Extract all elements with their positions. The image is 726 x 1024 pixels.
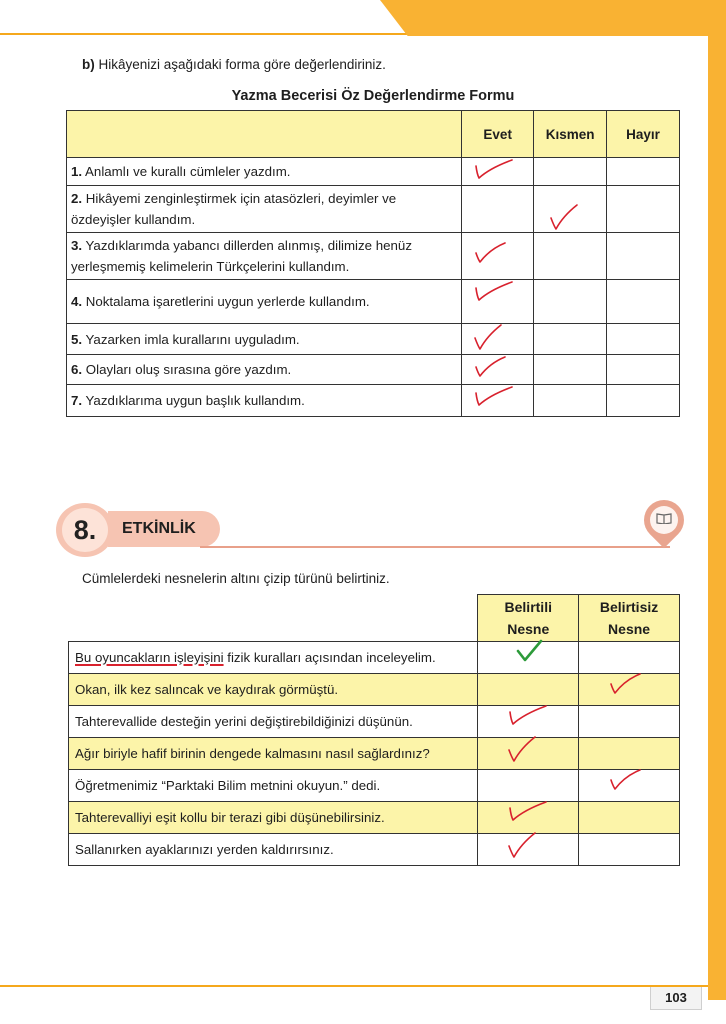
red-check-mark (472, 383, 516, 409)
top-corner-decoration (380, 0, 726, 36)
answer-cell[interactable] (534, 385, 607, 417)
answer-cell[interactable] (579, 802, 680, 834)
red-check-mark (506, 702, 550, 728)
statement-cell (67, 186, 462, 233)
col-hayir: Hayır (607, 111, 680, 158)
top-rule (0, 33, 410, 35)
answer-cell[interactable] (534, 158, 607, 186)
statement-text-cont: yerleşmemiş kelimelerin Türkçelerini kullandım. (71, 259, 350, 274)
statement-cell (67, 324, 462, 355)
red-check-mark (472, 278, 516, 304)
sentence-cell (69, 738, 478, 770)
answer-cell[interactable] (462, 385, 534, 417)
table-row (67, 233, 680, 280)
red-check-mark (472, 322, 504, 352)
sentence-cell (69, 770, 478, 802)
statement-text-cont: özdeyişler kullandım. (71, 212, 196, 227)
statement-text: Yazdıklarımda yabancı dillerden alınmış, dilimize henüz (82, 238, 412, 253)
statement-number: 1. (71, 164, 83, 179)
statement-text: Olayları oluş sırasına göre yazdım. (82, 362, 292, 377)
statement-number: 4. (71, 294, 83, 309)
statement-cell (67, 233, 462, 280)
answer-cell[interactable] (579, 738, 680, 770)
answer-cell[interactable] (478, 642, 579, 674)
activity-title: ETKİNLİK (108, 511, 220, 547)
answer-cell[interactable] (607, 324, 680, 355)
answer-cell[interactable] (462, 324, 534, 355)
col-belirtili (478, 595, 579, 642)
answer-cell[interactable] (534, 186, 607, 233)
answer-cell[interactable] (579, 674, 680, 706)
answer-cell[interactable] (579, 642, 680, 674)
statement-text: Noktalama işaretlerini uygun yerlerde kullandım. (82, 294, 370, 309)
header-blank (67, 111, 462, 158)
statement-text: Yazarken imla kurallarını uyguladım. (82, 331, 300, 347)
answer-cell[interactable] (579, 770, 680, 802)
table-row (69, 834, 680, 866)
table-row (69, 770, 680, 802)
statement-number: 2. (71, 191, 83, 206)
statement-cell (67, 385, 462, 417)
right-edge-bar (708, 0, 726, 1000)
statement-text: Anlamlı ve kurallı cümleler yazdım. (82, 164, 291, 179)
answer-cell[interactable] (462, 355, 534, 385)
answer-cell[interactable] (462, 233, 534, 280)
statement-number: 7. (71, 393, 83, 408)
col-belirtisiz-line2: Nesne (608, 621, 651, 637)
sentence-cell (69, 642, 478, 674)
book-icon (650, 506, 678, 534)
green-check-mark (514, 638, 544, 664)
sentence-text: Tahterevallide desteğin yerini değiştirebildiğinizi düşünün. (75, 714, 413, 729)
red-check-mark (506, 734, 538, 764)
part-b-text: Hikâyenizi aşağıdaki forma göre değerlendiriniz. (98, 57, 386, 72)
col-kismen: Kısmen (534, 111, 607, 158)
answer-cell[interactable] (607, 355, 680, 385)
answer-cell[interactable] (534, 324, 607, 355)
sentence-text: Öğretmenimiz “Parktaki Bilim metnini okuyun.” dedi. (75, 778, 381, 793)
table-row (67, 355, 680, 385)
answer-cell[interactable] (607, 385, 680, 417)
answer-cell[interactable] (579, 834, 680, 866)
sentence-text: fizik kuralları açısından inceleyelim. (223, 650, 436, 665)
table-row (69, 674, 680, 706)
table-row (67, 385, 680, 417)
table-row (69, 642, 680, 674)
table-row (69, 738, 680, 770)
sentence-text: Okan, ilk kez salıncak ve kaydırak görmüştü. (75, 682, 339, 697)
bottom-rule (0, 985, 708, 987)
answer-cell[interactable] (462, 280, 534, 324)
answer-cell[interactable] (478, 770, 579, 802)
table-row (67, 280, 680, 324)
red-check-mark (472, 239, 508, 265)
activity-instruction: Cümlelerdeki nesnelerin altını çizip türünü belirtiniz. (82, 571, 390, 586)
sentence-text: Sallanırken ayaklarınızı yerden kaldırırsınız. (75, 842, 334, 857)
table-row (67, 324, 680, 355)
red-check-mark (506, 798, 550, 824)
statement-number: 3. (71, 238, 83, 253)
answer-cell[interactable] (462, 186, 534, 233)
answer-cell[interactable] (607, 186, 680, 233)
table-row (69, 706, 680, 738)
answer-cell[interactable] (607, 233, 680, 280)
table-row (67, 158, 680, 186)
statement-number: 6. (71, 362, 83, 377)
col-belirtisiz (579, 595, 680, 642)
sentence-cell (69, 834, 478, 866)
col-belirtili-line1: Belirtili (504, 599, 552, 615)
statement-cell (67, 158, 462, 186)
table-row (69, 802, 680, 834)
answer-cell[interactable] (478, 738, 579, 770)
red-check-mark (548, 202, 580, 232)
answer-cell[interactable] (478, 834, 579, 866)
sentence-cell (69, 706, 478, 738)
sentence-cell (69, 674, 478, 706)
col-belirtisiz-line1: Belirtisiz (599, 599, 659, 615)
sentence-text: Tahterevalliyi eşit kollu bir terazi gibi düşünebilirsiniz. (75, 810, 385, 825)
answer-cell[interactable] (534, 233, 607, 280)
table-header-row (67, 111, 680, 158)
red-check-mark (472, 156, 516, 182)
sentence-cell (69, 802, 478, 834)
part-b-label: b) (82, 57, 95, 72)
statement-text: Hikâyemi zenginleştirmek için atasözleri, deyimler ve (82, 191, 397, 206)
col-belirtili-line2: Nesne (507, 621, 550, 637)
statement-cell (67, 355, 462, 385)
answer-cell[interactable] (579, 706, 680, 738)
table-header-row (69, 595, 680, 642)
header-blank (69, 595, 478, 642)
statement-number: 5. (71, 331, 83, 347)
red-check-mark (607, 766, 643, 792)
self-assessment-table (66, 110, 680, 417)
form-title: Yazma Becerisi Öz Değerlendirme Formu (231, 88, 515, 104)
answer-cell[interactable] (462, 158, 534, 186)
red-check-mark (607, 670, 643, 696)
red-check-mark (472, 353, 508, 379)
page-number: 103 (650, 987, 702, 1010)
statement-cell (67, 280, 462, 324)
table-row (67, 186, 680, 233)
underlined-object: Bu oyuncakların işleyişini (75, 650, 224, 665)
answer-cell[interactable] (478, 706, 579, 738)
answer-cell[interactable] (534, 280, 607, 324)
answer-cell[interactable] (478, 674, 579, 706)
answer-cell[interactable] (607, 280, 680, 324)
sentence-text: Ağır biriyle hafif birinin dengede kalmasını nasıl sağlardınız? (75, 746, 430, 761)
object-type-table (68, 594, 680, 866)
answer-cell[interactable] (607, 158, 680, 186)
activity-number: 8. (62, 508, 108, 552)
col-evet: Evet (462, 111, 534, 158)
part-b-instruction (82, 57, 386, 72)
activity-divider (200, 546, 670, 548)
red-check-mark (506, 830, 538, 860)
answer-cell[interactable] (534, 355, 607, 385)
answer-cell[interactable] (478, 802, 579, 834)
statement-text: Yazdıklarıma uygun başlık kullandım. (82, 393, 305, 408)
